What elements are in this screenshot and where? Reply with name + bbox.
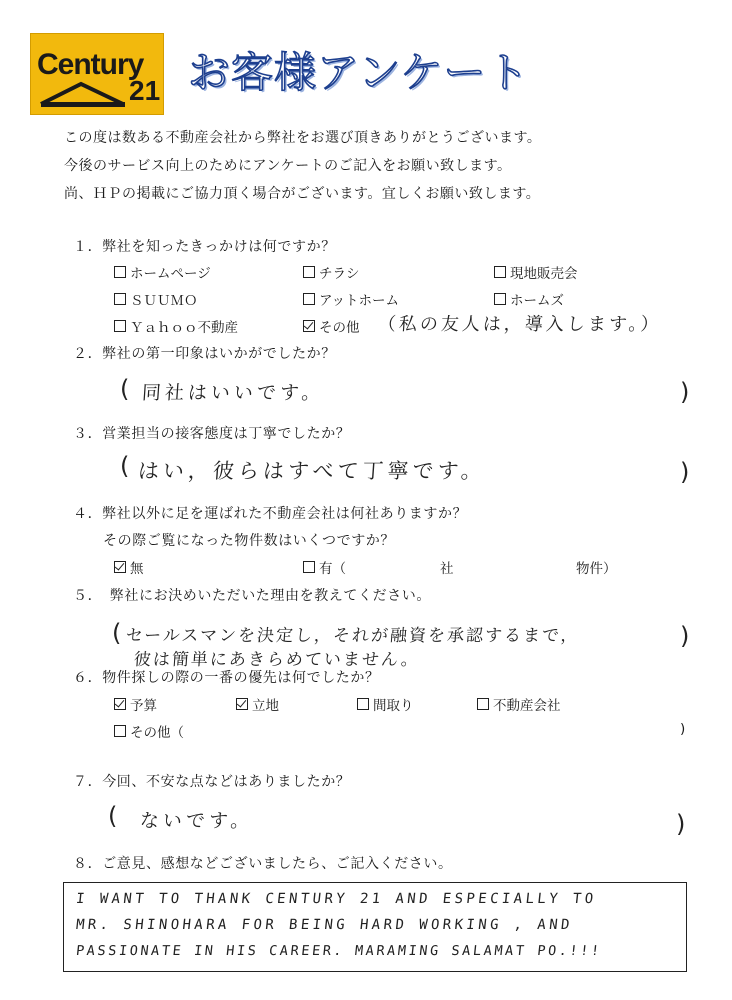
checkbox[interactable] xyxy=(357,698,369,710)
comment-line-3: PASSIONATE IN HIS CAREER. MARAMING SALAMAT PO.!!! xyxy=(75,943,603,959)
comment-box[interactable] xyxy=(63,882,687,972)
svg-text:Century: Century xyxy=(37,48,144,81)
q5-close-paren: ) xyxy=(680,622,690,650)
svg-text:21: 21 xyxy=(129,75,161,106)
checkbox-checked[interactable] xyxy=(303,320,315,332)
q1-option-suumo[interactable]: ＳＵＵＭＯ xyxy=(114,289,198,309)
logo-house-icon xyxy=(31,34,163,114)
intro-line-1: この度は数ある不動産会社から弊社をお選び頂きありがとうございます。 xyxy=(64,130,542,146)
checkbox[interactable] xyxy=(114,293,126,305)
checkbox[interactable] xyxy=(303,266,315,278)
q1-option-homes[interactable]: ホームズ xyxy=(494,289,564,309)
checkbox-checked[interactable] xyxy=(236,698,248,710)
q1-other-answer[interactable]: （私の友人は，導入します。） xyxy=(377,314,663,335)
comment-line-1: I WANT TO THANK CENTURY 21 AND ESPECIALLY TO xyxy=(75,891,598,907)
q6-close-paren: ) xyxy=(680,721,686,737)
q4-company-unit: 社 xyxy=(440,561,454,577)
q6-option-location[interactable]: 立地 xyxy=(236,694,279,714)
q3-close-paren: ) xyxy=(680,458,690,486)
checkbox[interactable] xyxy=(114,320,126,332)
intro-line-3: 尚、ＨＰの掲載にご協力頂く場合がございます。宜しくお願い致します。 xyxy=(64,186,541,202)
q6-question: ６．物件探しの際の一番の優先は何でしたか？ xyxy=(73,670,380,686)
q2-close-paren: ) xyxy=(680,378,690,406)
q4-option-yes[interactable]: 有（ xyxy=(303,557,346,577)
q1-question: １．弊社を知ったきっかけは何ですか？ xyxy=(73,239,336,255)
q7-close-paren: ) xyxy=(676,810,686,838)
q6-option-floor-plan[interactable]: 間取り xyxy=(357,694,414,714)
q6-option-agency[interactable]: 不動産会社 xyxy=(477,694,561,714)
q5-answer-line-1[interactable]: セールスマンを決定し，それが融資を承認するまで， xyxy=(125,626,581,646)
comment-line-2: MR. SHINOHARA FOR BEING HARD WORKING , AND xyxy=(75,917,574,933)
checkbox[interactable] xyxy=(494,293,506,305)
q2-question: ２．弊社の第一印象はいかがでしたか？ xyxy=(73,346,336,362)
q4-question: ４．弊社以外に足を運ばれた不動産会社は何社ありますか？ xyxy=(73,506,468,522)
q1-option-flyer[interactable]: チラシ xyxy=(303,262,360,282)
q1-option-yahoo[interactable]: Ｙａｈｏｏ不動産 xyxy=(114,316,238,336)
q3-answer[interactable]: はい，彼らはすべて丁寧です。 xyxy=(137,459,487,483)
checkbox[interactable] xyxy=(303,293,315,305)
checkbox[interactable] xyxy=(477,698,489,710)
q5-answer-line-2[interactable]: 彼は簡単にあきらめていません。 xyxy=(133,650,421,670)
q7-open-paren: ( xyxy=(108,802,118,830)
q8-question: ８．ご意見、感想などございましたら、ご記入ください。 xyxy=(73,856,453,872)
q3-open-paren: ( xyxy=(120,452,130,480)
century21-logo xyxy=(30,33,164,115)
q1-option-other[interactable]: その他 xyxy=(303,316,360,336)
q2-open-paren: ( xyxy=(120,375,130,403)
q7-answer[interactable]: ないです。 xyxy=(139,810,255,832)
intro-line-2: 今後のサービス向上のためにアンケートのご記入をお願い致します。 xyxy=(64,158,512,174)
q7-question: ７．今回、不安な点などはありましたか？ xyxy=(73,774,351,790)
q5-open-paren: ( xyxy=(112,619,122,647)
checkbox-checked[interactable] xyxy=(114,698,126,710)
q6-option-other[interactable]: その他（ xyxy=(114,721,184,741)
checkbox[interactable] xyxy=(114,725,126,737)
q3-question: ３．営業担当の接客態度は丁寧でしたか？ xyxy=(73,426,351,442)
page-title: お客様アンケート xyxy=(188,48,530,97)
q6-option-budget[interactable]: 予算 xyxy=(114,694,157,714)
q2-answer[interactable]: 同社はいいです。 xyxy=(141,382,326,404)
checkbox-checked[interactable] xyxy=(114,561,126,573)
checkbox[interactable] xyxy=(114,266,126,278)
q1-option-athome[interactable]: アットホーム xyxy=(303,289,399,309)
q4-sub-question: その際ご覧になった物件数はいくつですか？ xyxy=(103,533,395,549)
q1-option-homepage[interactable]: ホームページ xyxy=(114,262,211,282)
q4-property-unit: 物件） xyxy=(576,561,617,577)
checkbox[interactable] xyxy=(494,266,506,278)
q1-option-open-house[interactable]: 現地販売会 xyxy=(494,262,578,282)
q4-option-none[interactable]: 無 xyxy=(114,557,144,577)
q5-question: ５． 弊社にお決めいただいた理由を教えてください。 xyxy=(73,588,431,604)
checkbox[interactable] xyxy=(303,561,315,573)
